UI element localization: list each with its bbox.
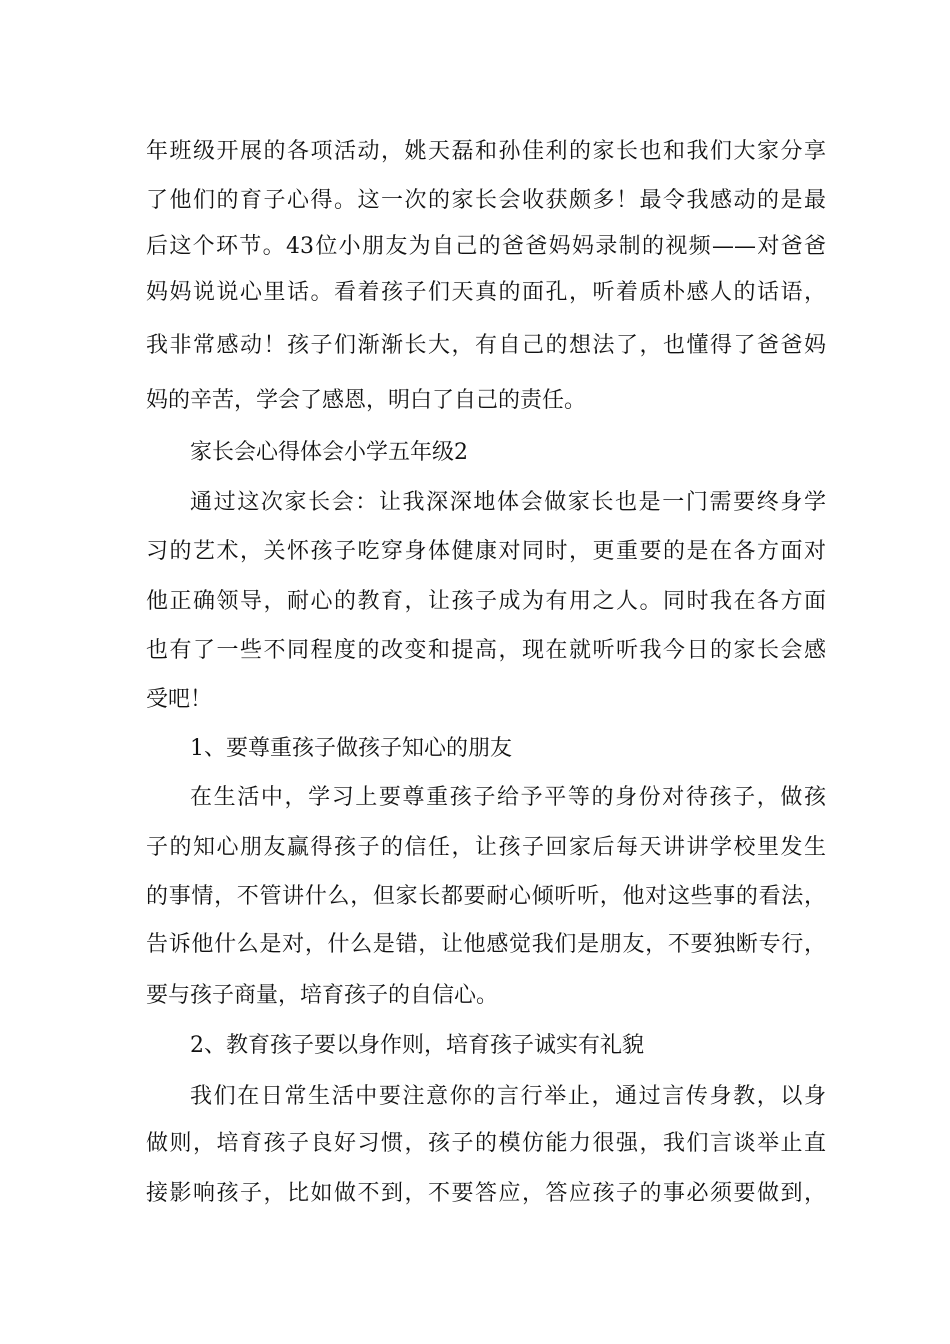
paragraph-line: 后这个环节。43位小朋友为自己的爸爸妈妈录制的视频——对爸爸 (146, 234, 826, 259)
paragraph-line: 要与孩子商量，培育孩子的自信心。 (146, 983, 499, 1008)
paragraph-line: 接影响孩子，比如做不到，不要答应，答应孩子的事必须要做到， (146, 1181, 826, 1206)
paragraph-line: 我非常感动！孩子们渐渐长大，有自己的想法了，也懂得了爸爸妈 (146, 333, 826, 358)
paragraph-line: 了他们的育子心得。这一次的家长会收获颇多！最令我感动的是最 (146, 188, 826, 213)
paragraph-line: 我们在日常生活中要注意你的言行举止，通过言传身教，以身 (190, 1084, 826, 1109)
paragraph-line: 妈的辛苦，学会了感恩，明白了自己的责任。 (146, 388, 587, 413)
list-item-heading: 2、教育孩子要以身作则，培育孩子诚实有礼貌 (190, 1033, 644, 1058)
section-heading: 家长会心得体会小学五年级2 (190, 440, 468, 465)
paragraph-line: 妈妈说说心里话。看着孩子们天真的面孔，听着质朴感人的话语， (146, 280, 826, 305)
paragraph-line: 也有了一些不同程度的改变和提高，现在就听听我今日的家长会感 (146, 638, 826, 663)
paragraph-line: 的事情，不管讲什么，但家长都要耐心倾听听，他对这些事的看法， (146, 884, 826, 909)
paragraph-line: 习的艺术，关怀孩子吃穿身体健康对同时，更重要的是在各方面对 (146, 539, 826, 564)
paragraph-line: 他正确领导，耐心的教育，让孩子成为有用之人。同时我在各方面 (146, 589, 826, 614)
list-item-heading: 1、要尊重孩子做孩子知心的朋友 (190, 736, 512, 761)
paragraph-line: 做则，培育孩子良好习惯，孩子的模仿能力很强，我们言谈举止直 (146, 1131, 826, 1156)
paragraph-line: 受吧！ (146, 687, 213, 712)
paragraph-line: 在生活中，学习上要尊重孩子给予平等的身份对待孩子，做孩 (190, 785, 826, 810)
paragraph-line: 年班级开展的各项活动，姚天磊和孙佳利的家长也和我们大家分享 (146, 139, 826, 164)
paragraph-line: 子的知心朋友赢得孩子的信任，让孩子回家后每天讲讲学校里发生 (146, 835, 826, 860)
paragraph-line: 告诉他什么是对，什么是错，让他感觉我们是朋友，不要独断专行， (146, 932, 826, 957)
paragraph-line: 通过这次家长会：让我深深地体会做家长也是一门需要终身学 (190, 490, 826, 515)
